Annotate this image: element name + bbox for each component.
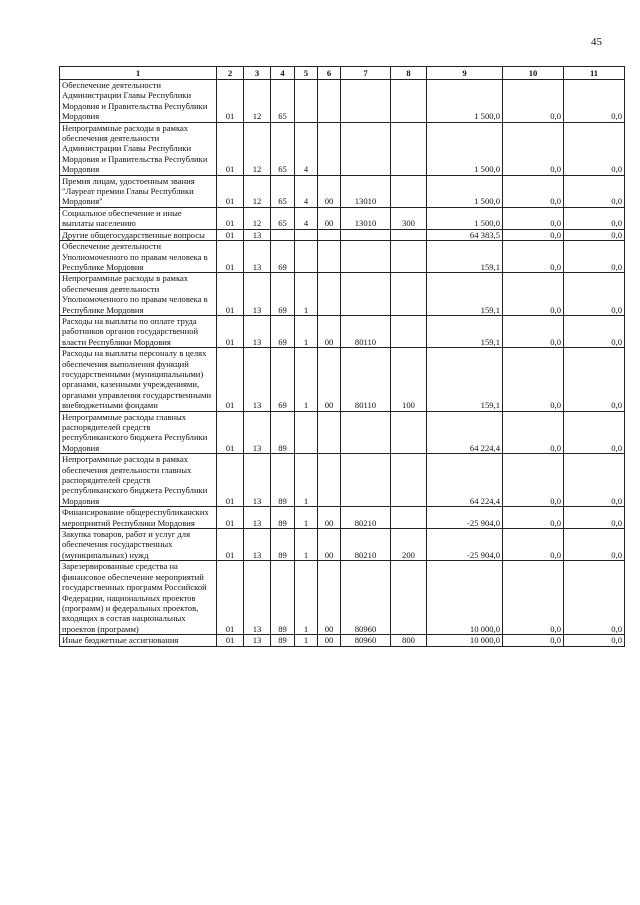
row-name: Иные бюджетные ассигнования xyxy=(60,635,217,646)
program-code: 69 xyxy=(271,315,295,347)
row-name: Обеспечение деятельности Уполномоченного по правам человека в Республике Мордовия xyxy=(60,241,217,273)
amount-col-10: 0,0 xyxy=(503,229,564,240)
subsection-code: 13 xyxy=(244,241,271,273)
amount-col-11: 0,0 xyxy=(564,80,625,123)
subprogram-code xyxy=(295,229,318,240)
subsection-code: 13 xyxy=(244,507,271,529)
direction-code: 80210 xyxy=(341,529,391,561)
program-code: 89 xyxy=(271,561,295,635)
activity-code: 00 xyxy=(318,561,341,635)
amount-col-9: 1 500,0 xyxy=(427,122,503,175)
row-name: Другие общегосударственные вопросы xyxy=(60,229,217,240)
expense-type-code xyxy=(391,561,427,635)
table-row xyxy=(60,80,625,123)
table-row xyxy=(60,273,625,316)
section-code: 01 xyxy=(217,507,244,529)
amount-col-11: 0,0 xyxy=(564,122,625,175)
amount-col-11: 0,0 xyxy=(564,207,625,229)
section-code: 01 xyxy=(217,207,244,229)
subprogram-code: 1 xyxy=(295,529,318,561)
amount-col-11: 0,0 xyxy=(564,229,625,240)
row-name: Непрограммные расходы главных распорядителей средств республиканского бюджета Республики Мордовия xyxy=(60,411,217,454)
program-code: 65 xyxy=(271,80,295,123)
row-name: Премия лицам, удостоенным звания "Лауреат премии Главы Республики Мордовия" xyxy=(60,175,217,207)
amount-col-10: 0,0 xyxy=(503,454,564,507)
expense-type-code: 300 xyxy=(391,207,427,229)
column-header: 7 xyxy=(341,67,391,80)
activity-code: 00 xyxy=(318,207,341,229)
column-header: 6 xyxy=(318,67,341,80)
direction-code xyxy=(341,80,391,123)
expense-type-code xyxy=(391,507,427,529)
direction-code xyxy=(341,241,391,273)
amount-col-11: 0,0 xyxy=(564,273,625,316)
subprogram-code xyxy=(295,80,318,123)
subprogram-code: 1 xyxy=(295,507,318,529)
amount-col-9: 10 000,0 xyxy=(427,635,503,646)
table-row xyxy=(60,529,625,561)
amount-col-9: 1 500,0 xyxy=(427,80,503,123)
amount-col-10: 0,0 xyxy=(503,122,564,175)
amount-col-11: 0,0 xyxy=(564,348,625,411)
direction-code: 80110 xyxy=(341,348,391,411)
amount-col-11: 0,0 xyxy=(564,454,625,507)
subprogram-code: 1 xyxy=(295,454,318,507)
program-code: 65 xyxy=(271,175,295,207)
amount-col-9: -25 904,0 xyxy=(427,507,503,529)
amount-col-10: 0,0 xyxy=(503,207,564,229)
expense-type-code xyxy=(391,315,427,347)
table-row xyxy=(60,207,625,229)
program-code: 65 xyxy=(271,207,295,229)
section-code: 01 xyxy=(217,454,244,507)
amount-col-9: 159,1 xyxy=(427,241,503,273)
amount-col-10: 0,0 xyxy=(503,80,564,123)
subsection-code: 13 xyxy=(244,315,271,347)
amount-col-11: 0,0 xyxy=(564,507,625,529)
activity-code: 00 xyxy=(318,315,341,347)
amount-col-9: 1 500,0 xyxy=(427,175,503,207)
amount-col-9: 10 000,0 xyxy=(427,561,503,635)
row-name: Непрограммные расходы в рамках обеспечения деятельности Уполномоченного по правам человека в Республике Мордовия xyxy=(60,273,217,316)
activity-code xyxy=(318,454,341,507)
section-code: 01 xyxy=(217,241,244,273)
budget-table xyxy=(59,66,625,647)
amount-col-11: 0,0 xyxy=(564,529,625,561)
expense-type-code xyxy=(391,273,427,316)
program-code: 89 xyxy=(271,411,295,454)
subprogram-code xyxy=(295,241,318,273)
row-name: Закупка товаров, работ и услуг для обеспечения государственных (муниципальных) нужд xyxy=(60,529,217,561)
section-code: 01 xyxy=(217,411,244,454)
subsection-code: 12 xyxy=(244,207,271,229)
row-name: Финансирование общереспубликанских мероприятий Республики Мордовия xyxy=(60,507,217,529)
expense-type-code xyxy=(391,241,427,273)
program-code: 89 xyxy=(271,635,295,646)
subprogram-code: 4 xyxy=(295,207,318,229)
table-row xyxy=(60,561,625,635)
column-number-row xyxy=(60,67,625,80)
amount-col-10: 0,0 xyxy=(503,561,564,635)
amount-col-11: 0,0 xyxy=(564,411,625,454)
subprogram-code: 4 xyxy=(295,175,318,207)
section-code: 01 xyxy=(217,122,244,175)
subprogram-code: 1 xyxy=(295,273,318,316)
table-row xyxy=(60,635,625,646)
expense-type-code: 200 xyxy=(391,529,427,561)
expense-type-code xyxy=(391,122,427,175)
section-code: 01 xyxy=(217,273,244,316)
expense-type-code: 100 xyxy=(391,348,427,411)
amount-col-9: 159,1 xyxy=(427,315,503,347)
subsection-code: 13 xyxy=(244,348,271,411)
row-name: Расходы на выплаты персоналу в целях обеспечения выполнения функций государственными (муниципальными) органами, казенными учреждениями, органами управления государственными внебюджетными фондами xyxy=(60,348,217,411)
column-header: 5 xyxy=(295,67,318,80)
program-code: 89 xyxy=(271,454,295,507)
subsection-code: 13 xyxy=(244,454,271,507)
direction-code xyxy=(341,411,391,454)
subprogram-code: 1 xyxy=(295,315,318,347)
table-row xyxy=(60,348,625,411)
program-code: 69 xyxy=(271,241,295,273)
expense-type-code xyxy=(391,411,427,454)
amount-col-10: 0,0 xyxy=(503,507,564,529)
amount-col-9: 159,1 xyxy=(427,348,503,411)
amount-col-11: 0,0 xyxy=(564,175,625,207)
amount-col-11: 0,0 xyxy=(564,635,625,646)
activity-code xyxy=(318,80,341,123)
direction-code: 80960 xyxy=(341,635,391,646)
activity-code xyxy=(318,229,341,240)
program-code xyxy=(271,229,295,240)
activity-code: 00 xyxy=(318,529,341,561)
table-row xyxy=(60,122,625,175)
subsection-code: 13 xyxy=(244,273,271,316)
direction-code xyxy=(341,454,391,507)
activity-code: 00 xyxy=(318,507,341,529)
subsection-code: 12 xyxy=(244,175,271,207)
activity-code: 00 xyxy=(318,635,341,646)
subprogram-code: 1 xyxy=(295,561,318,635)
subprogram-code xyxy=(295,411,318,454)
table-row xyxy=(60,411,625,454)
direction-code: 80210 xyxy=(341,507,391,529)
column-header: 9 xyxy=(427,67,503,80)
expense-type-code: 800 xyxy=(391,635,427,646)
page-number: 45 xyxy=(591,36,602,48)
expense-type-code xyxy=(391,80,427,123)
table-row xyxy=(60,229,625,240)
table-row xyxy=(60,315,625,347)
activity-code xyxy=(318,122,341,175)
amount-col-10: 0,0 xyxy=(503,529,564,561)
table-row xyxy=(60,454,625,507)
amount-col-10: 0,0 xyxy=(503,175,564,207)
amount-col-9: -25 904,0 xyxy=(427,529,503,561)
amount-col-11: 0,0 xyxy=(564,561,625,635)
section-code: 01 xyxy=(217,315,244,347)
table-row xyxy=(60,175,625,207)
amount-col-9: 1 500,0 xyxy=(427,207,503,229)
amount-col-10: 0,0 xyxy=(503,241,564,273)
amount-col-11: 0,0 xyxy=(564,315,625,347)
amount-col-9: 64 224,4 xyxy=(427,454,503,507)
subprogram-code: 1 xyxy=(295,635,318,646)
section-code: 01 xyxy=(217,348,244,411)
column-header: 2 xyxy=(217,67,244,80)
program-code: 69 xyxy=(271,348,295,411)
subprogram-code: 1 xyxy=(295,348,318,411)
column-header: 1 xyxy=(60,67,217,80)
subsection-code: 12 xyxy=(244,80,271,123)
subsection-code: 13 xyxy=(244,411,271,454)
table-row xyxy=(60,241,625,273)
direction-code: 13010 xyxy=(341,175,391,207)
direction-code: 13010 xyxy=(341,207,391,229)
program-code: 69 xyxy=(271,273,295,316)
program-code: 89 xyxy=(271,529,295,561)
direction-code xyxy=(341,229,391,240)
expense-type-code xyxy=(391,454,427,507)
activity-code xyxy=(318,273,341,316)
direction-code xyxy=(341,273,391,316)
direction-code: 80960 xyxy=(341,561,391,635)
program-code: 89 xyxy=(271,507,295,529)
amount-col-11: 0,0 xyxy=(564,241,625,273)
subsection-code: 13 xyxy=(244,229,271,240)
amount-col-10: 0,0 xyxy=(503,411,564,454)
row-name: Обеспечение деятельности Администрации Главы Республики Мордовия и Правительства Республики Мордовия xyxy=(60,80,217,123)
column-header: 3 xyxy=(244,67,271,80)
direction-code: 80110 xyxy=(341,315,391,347)
section-code: 01 xyxy=(217,80,244,123)
subsection-code: 13 xyxy=(244,635,271,646)
amount-col-9: 159,1 xyxy=(427,273,503,316)
expense-type-code xyxy=(391,229,427,240)
amount-col-9: 64 383,5 xyxy=(427,229,503,240)
section-code: 01 xyxy=(217,229,244,240)
column-header: 10 xyxy=(503,67,564,80)
amount-col-10: 0,0 xyxy=(503,315,564,347)
amount-col-10: 0,0 xyxy=(503,348,564,411)
activity-code xyxy=(318,241,341,273)
subprogram-code: 4 xyxy=(295,122,318,175)
expense-type-code xyxy=(391,175,427,207)
activity-code: 00 xyxy=(318,175,341,207)
row-name: Зарезервированные средства на финансовое обеспечение мероприятий государственных программ Российской Федерации, национальных проектов (программ) и федеральных проектов, входящих в состав национальных проектов (программ) xyxy=(60,561,217,635)
row-name: Непрограммные расходы в рамках обеспечения деятельности главных распорядителей средств республиканского бюджета Республики Мордовия xyxy=(60,454,217,507)
activity-code xyxy=(318,411,341,454)
subsection-code: 13 xyxy=(244,529,271,561)
row-name: Социальное обеспечение и иные выплаты населению xyxy=(60,207,217,229)
section-code: 01 xyxy=(217,561,244,635)
amount-col-10: 0,0 xyxy=(503,273,564,316)
activity-code: 00 xyxy=(318,348,341,411)
amount-col-9: 64 224,4 xyxy=(427,411,503,454)
section-code: 01 xyxy=(217,529,244,561)
section-code: 01 xyxy=(217,635,244,646)
section-code: 01 xyxy=(217,175,244,207)
subsection-code: 12 xyxy=(244,122,271,175)
row-name: Непрограммные расходы в рамках обеспечения деятельности Администрации Главы Республики Мордовия и Правительства Республики Мордовия xyxy=(60,122,217,175)
row-name: Расходы на выплаты по оплате труда работников органов государственной власти Республики Мордовия xyxy=(60,315,217,347)
column-header: 4 xyxy=(271,67,295,80)
amount-col-10: 0,0 xyxy=(503,635,564,646)
column-header: 8 xyxy=(391,67,427,80)
table-row xyxy=(60,507,625,529)
direction-code xyxy=(341,122,391,175)
program-code: 65 xyxy=(271,122,295,175)
column-header: 11 xyxy=(564,67,625,80)
subsection-code: 13 xyxy=(244,561,271,635)
